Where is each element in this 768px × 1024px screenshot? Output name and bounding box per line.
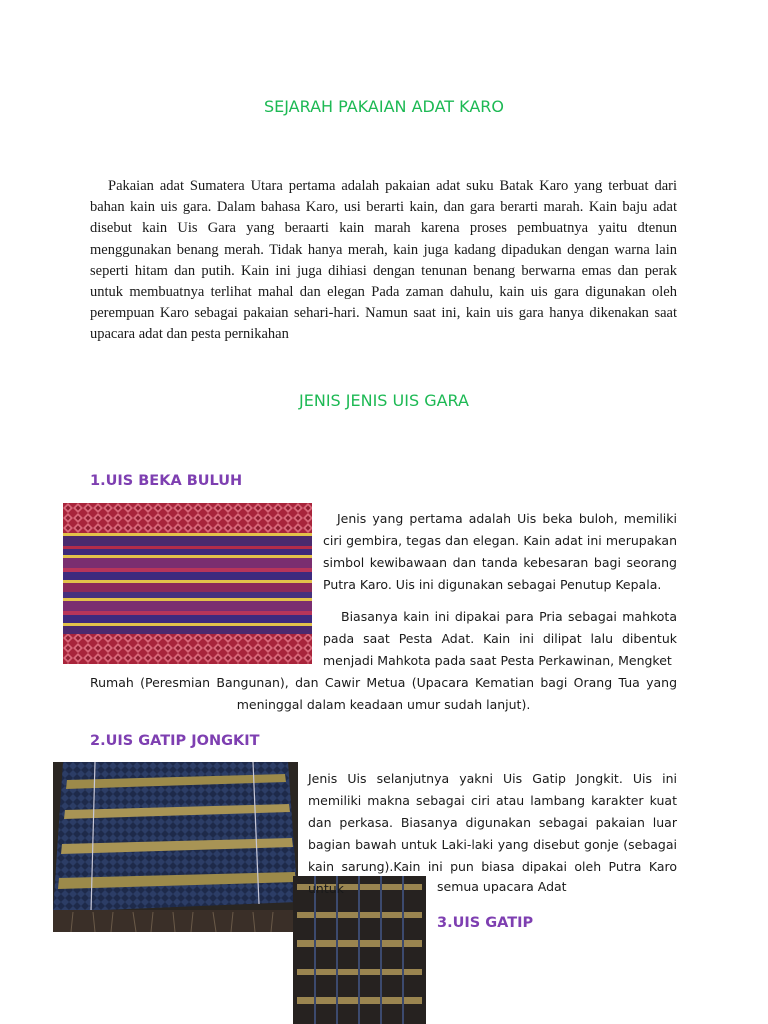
- uis-gatip-jongkit-image: [53, 762, 298, 932]
- uis-beka-buluh-paragraph-2c: meninggal dalam keadaan umur sudah lanjut).: [236, 697, 531, 712]
- uis-beka-buluh-paragraph-2a: Biasanya kain ini dipakai para Pria sebagai mahkota pada saat Pesta Adat. Kain ini dilipat lalu dibentuk menjadi Mahkota pada saat Pesta Perkawinan, Mengket: [323, 609, 677, 668]
- page-title: SEJARAH PAKAIAN ADAT KARO: [263, 97, 505, 116]
- uis-gatip-jongkit-paragraph-end: semua upacara Adat: [437, 879, 567, 894]
- section-heading-uis-gatip: 3.UIS GATIP: [437, 915, 534, 931]
- section-heading-uis-beka-buluh: 1.UIS BEKA BULUH: [90, 473, 243, 489]
- uis-gatip-jongkit-paragraph: Jenis Uis selanjutnya yakni Uis Gatip Jongkit. Uis ini memiliki makna sebagai ciri atau lambang karakter kuat dan perkasa. Biasanya digunakan sebagai pakaian luar bagian bawah untuk Laki-laki yang disebut gonje (sebagai kain sarung).Kain ini pun biasa dipakai oleh Putra Karo untuk: [308, 771, 677, 896]
- uis-beka-buluh-image: [63, 503, 312, 664]
- intro-paragraph: Pakaian adat Sumatera Utara pertama adalah pakaian adat suku Batak Karo yang terbuat dari bahan kain uis gara. Dalam bahasa Karo, usi berarti kain, dan gara berarti marah. Kain baju adat disebut kain Uis Gara yang beraarti kain marah karena proses pembuatnya yaitu dtenun menggunakan benang merah. Tidak hanya merah, kain juga kadang dipadukan dengan warna lain seperti hitam dan putih. Kain ini juga dihiasi dengan tenunan benang berwarna emas dan perak untuk membuatnya terlihat mahal dan elegan Pada zaman dahulu, kain uis gara digunakan oleh perempuan Karo sebagai pakaian sehari-hari. Namun saat ini, kain uis gara hanya dikenakan saat upacara adat dan pesta pernikahan: [90, 178, 677, 343]
- uis-gatip-jongkit-textile-graphic: [53, 762, 298, 932]
- section-heading-uis-gatip-jongkit: 2.UIS GATIP JONGKIT: [90, 733, 260, 749]
- uis-beka-buluh-textile-graphic: [63, 503, 312, 664]
- section-title: JENIS JENIS UIS GARA: [299, 391, 469, 410]
- uis-beka-buluh-paragraph-2b: Rumah (Peresmian Bangunan), dan Cawir Metua (Upacara Kematian bagi Orang Tua yang: [90, 675, 677, 690]
- uis-beka-buluh-paragraph-1: Jenis yang pertama adalah Uis beka buloh, memiliki ciri gembira, tegas dan elegan. Kain adat ini merupakan simbol kewibawaan dan tanda kebesaran bagi seorang Putra Karo. Uis ini digunakan sebagai Penutup Kepala.: [323, 511, 677, 592]
